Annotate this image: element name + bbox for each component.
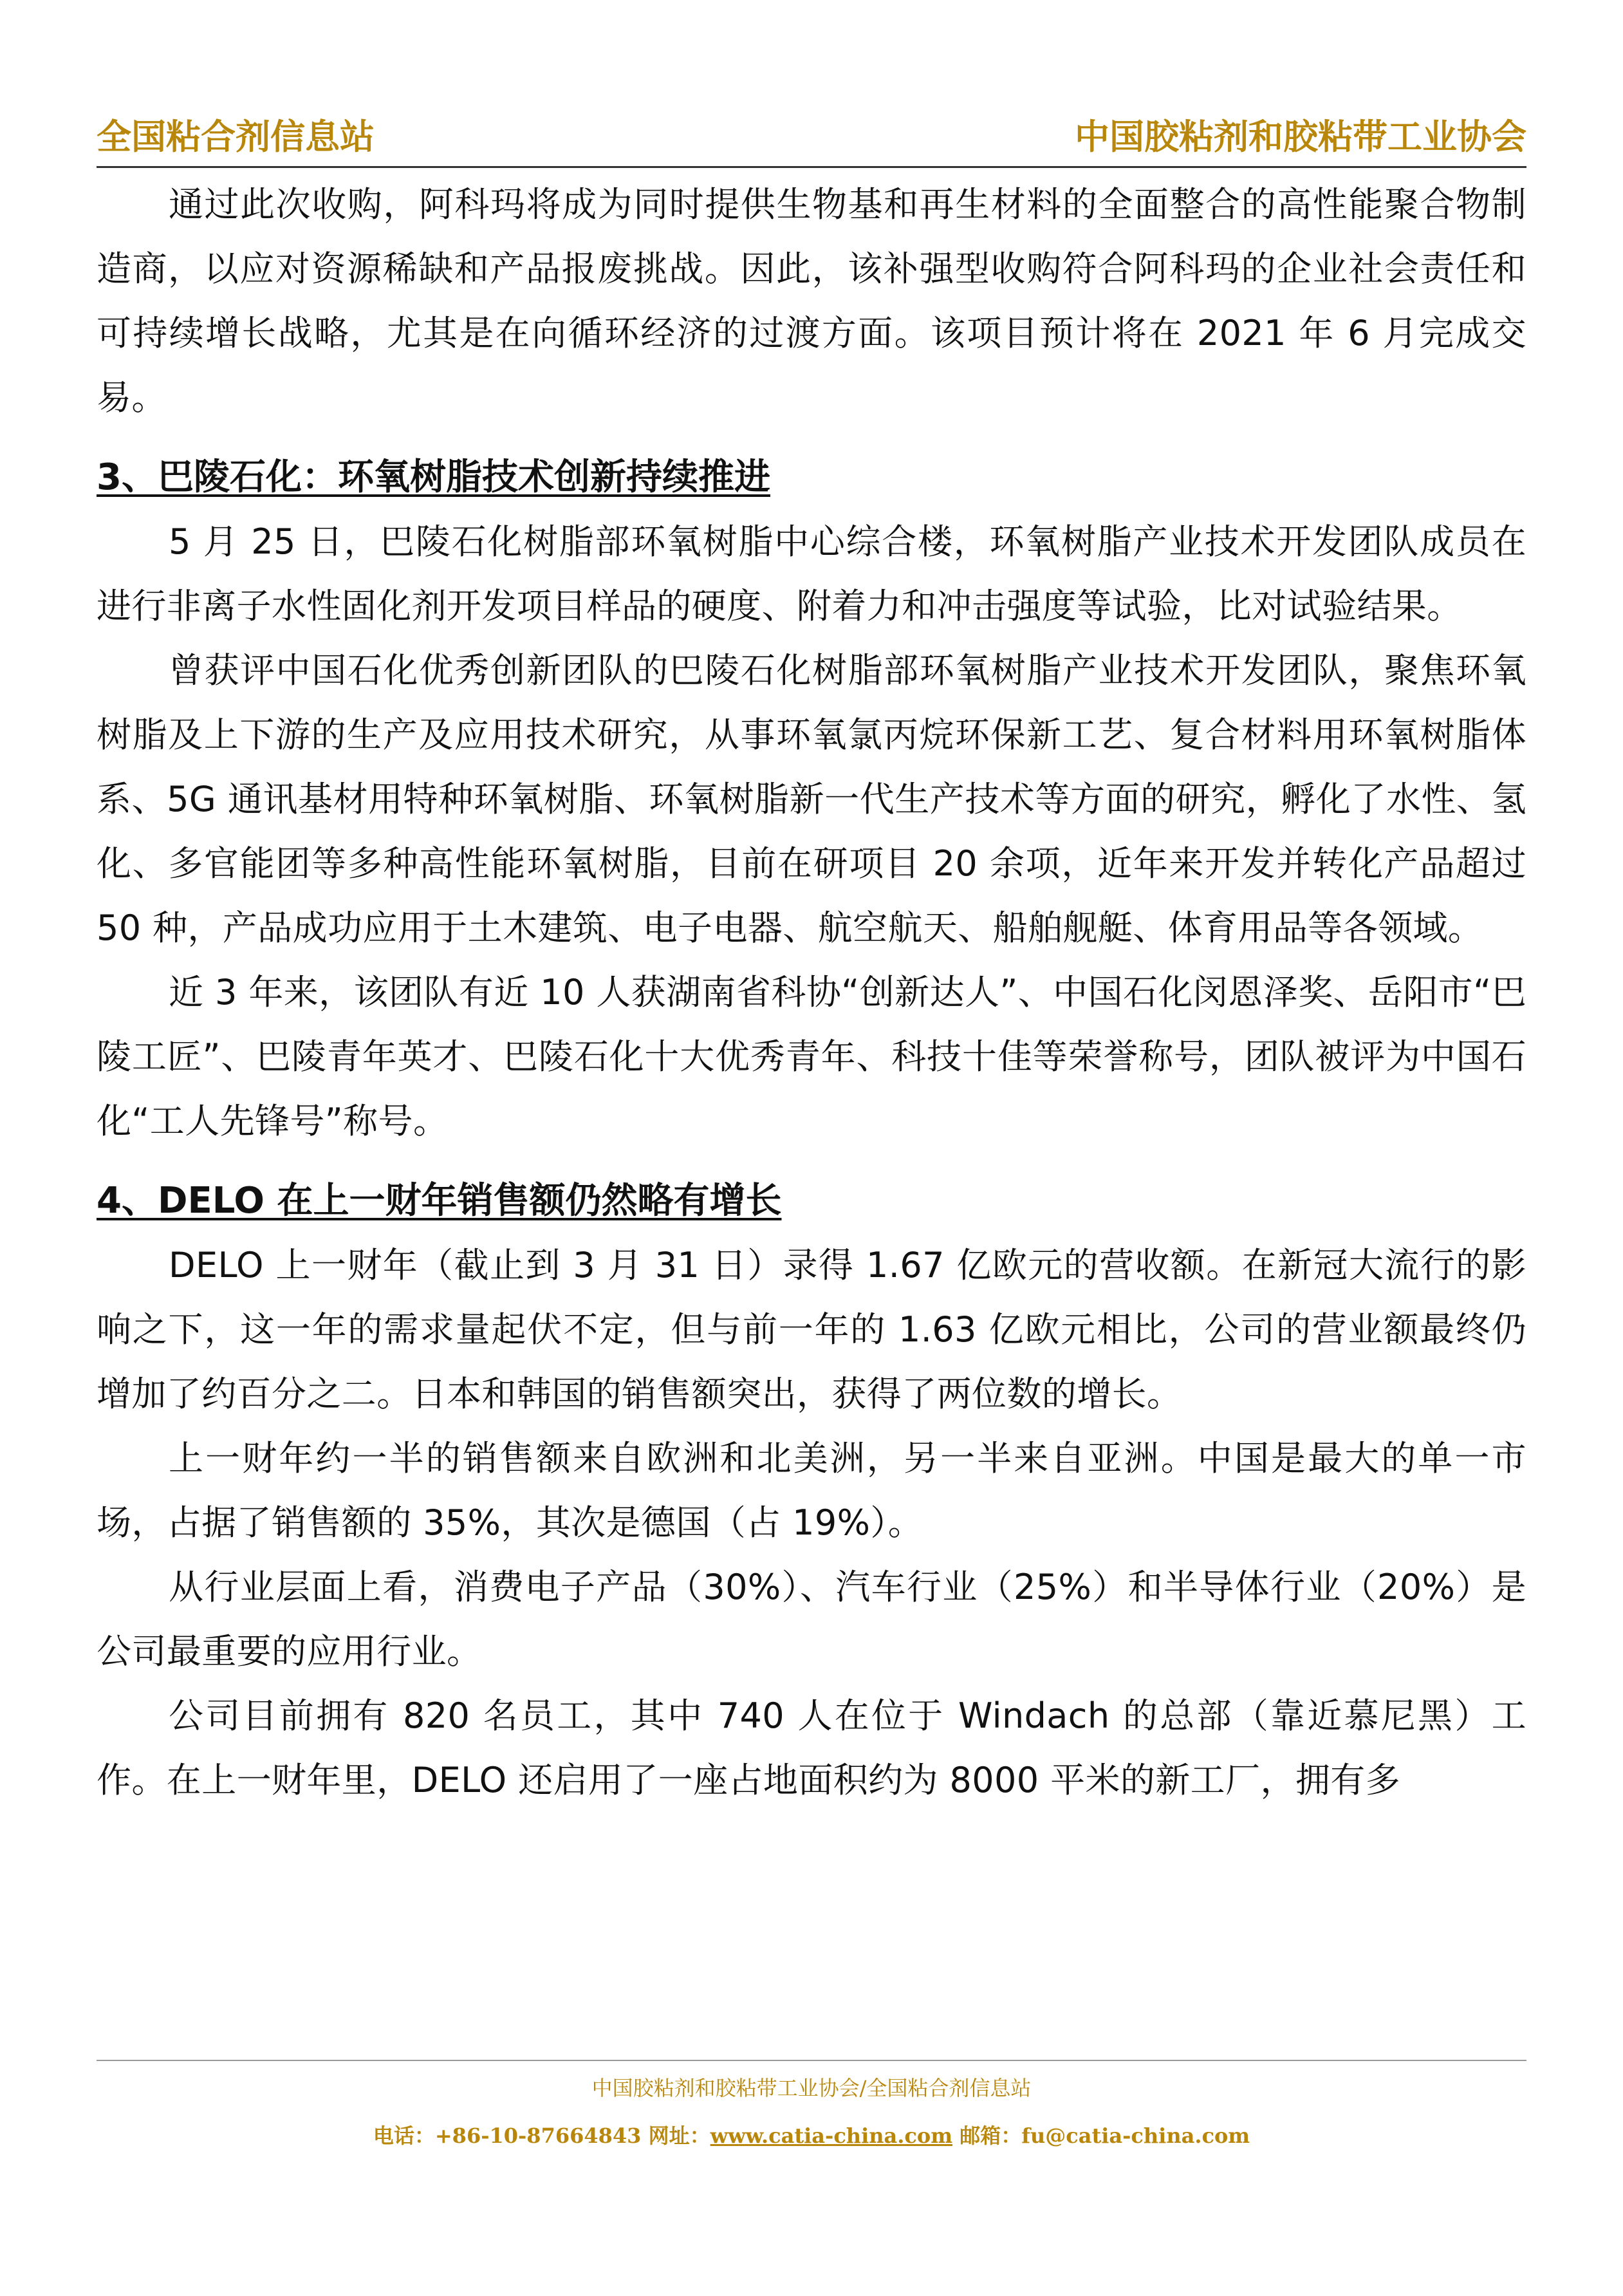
footer-divider (97, 2060, 1526, 2061)
intro-paragraph: 通过此次收购，阿科玛将成为同时提供生物基和再生材料的全面整合的高性能聚合物制造商，以应对资源稀缺和产品报废挑战。因此，该补强型收购符合阿科玛的企业社会责任和可持续增长战略，尤其是在向循环经济的过渡方面。该项目预计将在 2021 年 6 月完成交易。 (97, 184, 1526, 418)
footer-website-link[interactable]: www.catia-china.com (710, 2123, 953, 2148)
page-header (97, 111, 1526, 168)
section-4-paragraph-1: DELO 上一财年（截止到 3 月 31 日）录得 1.67 亿欧元的营收额。在新冠大流行的影响之下，这一年的需求量起伏不定，但与前一年的 1.63 亿欧元相比，公司的营业额最终仍增加了约百分之二。日本和韩国的销售额突出，获得了两位数的增长。 (97, 1245, 1526, 1414)
section-4-paragraph-2: 上一财年约一半的销售额来自欧洲和北美洲，另一半来自亚洲。中国是最大的单一市场，占据了销售额的 35%，其次是德国（占 19%）。 (97, 1438, 1526, 1543)
footer-contact (0, 2119, 1623, 2152)
header-association-name: 中国胶粘剂和胶粘带工业协会 (1075, 116, 1526, 157)
section-4-title: 4、DELO 在上一财年销售额仍然略有增长 (97, 1180, 782, 1222)
document-body (97, 173, 1526, 1813)
section-3-paragraph-1: 5 月 25 日，巴陵石化树脂部环氧树脂中心综合楼，环氧树脂产业技术开发团队成员在进行非离子水性固化剂开发项目样品的硬度、附着力和冲击强度等试验，比对试验结果。 (97, 521, 1526, 626)
footer-organization: 中国胶粘剂和胶粘带工业协会/全国粘合剂信息站 (591, 2076, 1032, 2100)
section-3-heading (97, 448, 1526, 507)
section-3-paragraph-2: 曾获评中国石化优秀创新团队的巴陵石化树脂部环氧树脂产业技术开发团队，聚焦环氧树脂及上下游的生产及应用技术研究，从事环氧氯丙烷环保新工艺、复合材料用环氧树脂体系、5G 通讯基材用特种环氧树脂、环氧树脂新一代生产技术等方面的研究，孵化了水性、氢化、多官能团等多种高性能环氧树脂，目前在研项目 20 余项，近年来开发并转化产品超过 50 种，产品成功应用于土木建筑、电子电器、航空航天、船舶舰艇、体育用品等各领域。 (97, 650, 1526, 948)
footer-phone: 电话：+86-10-87664843 网址： (373, 2123, 710, 2148)
section-3-title: 3、巴陵石化：环氧树脂技术创新持续推进 (97, 456, 770, 498)
section-4-paragraph-3: 从行业层面上看，消费电子产品（30%）、汽车行业（25%）和半导体行业（20%）是公司最重要的应用行业。 (97, 1567, 1526, 1672)
footer-email-label: 邮箱： (952, 2123, 1022, 2148)
section-4-paragraph-4: 公司目前拥有 820 名员工，其中 740 人在位于 Windach 的总部（靠近慕尼黑）工作。在上一财年里，DELO 还启用了一座占地面积约为 8000 平米的新工厂，拥有多 (97, 1695, 1526, 1800)
section-4-heading (97, 1171, 1526, 1231)
footer-email[interactable]: fu@catia-china.com (1021, 2123, 1250, 2148)
header-site-name: 全国粘合剂信息站 (97, 116, 375, 157)
section-3-paragraph-3: 近 3 年来，该团队有近 10 人获湖南省科协“创新达人”、中国石化闵恩泽奖、岳阳市“巴陵工匠”、巴陵青年英才、巴陵石化十大优秀青年、科技十佳等荣誉称号，团队被评为中国石化“工人先锋号”称号。 (97, 972, 1526, 1141)
